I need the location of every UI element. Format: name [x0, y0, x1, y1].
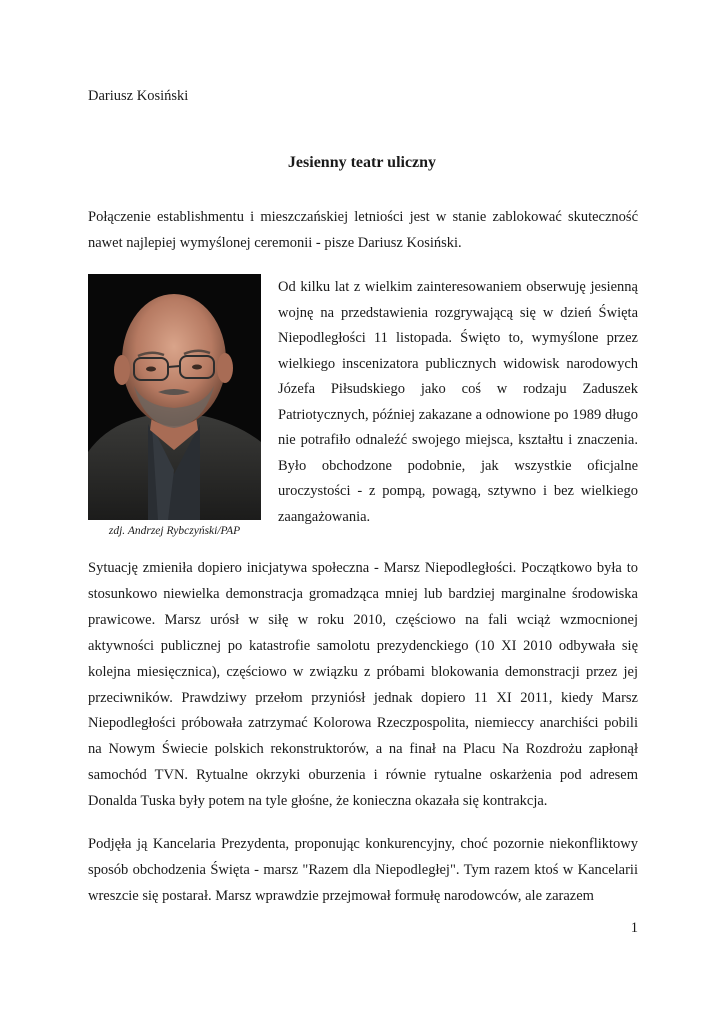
photo-caption: zdj. Andrzej Rybczyński/PAP — [108, 525, 241, 537]
intro-paragraph: Od kilku lat z wielkim zainteresowaniem obserwuję jesienną wojnę na przedstawienia rozgrywającą się w dzień Święta Niepodległości 11 listopada. Święto to, wymyślone przez wielkiego inscenizatora publicznych widowisk narodowych Józefa Piłsudskiego jako coś w rodzaju Zaduszek Patriotycznych, później zakazane a odnowione po 1989 długo nie potrafiło odnaleźć swojego miejsca, kształtu i znaczenia. Było obchodzone podobnie, jak wszystkie oficjalne uroczystości - z pompą, powagą, sztywno i bez wielkiego zaangażowania. — [278, 279, 638, 525]
body-paragraph-2: Sytuację zmieniła dopiero inicjatywa społeczna - Marsz Niepodległości. Początkowo była to stosunkowo niewielka demonstracja gromadząca mniej lub bardziej marginalne środowiska prawicowe. Marsz urósł w siłę w roku 2010, częściowo na fali wciąż wzmocnionej aktywności publicznej po katastrofie samolotu prezydenckiego (10 XI 2010 odbywała się kolejna miesięcznica), częściowo w związku z próbami blokowania demonstracji przez jej przeciwników. Prawdziwy przełom przyniósł jednak dopiero 11 XI 2011, kiedy Marsz Niepodległości próbowała zatrzymać Kolorowa Rzeczpospolita, niemieccy anarchiści pobili na Nowym Świecie polskich rekonstruktorów, a na finał na Placu Na Rozdrożu zapłonął samochód TVN. Rytualne okrzyki oburzenia i równie rytualne oskarżenia pod adresem Donalda Tuska były potem na tyle głośne, że konieczna okazała się kontrakcja. — [88, 560, 638, 810]
lead-paragraph: Połączenie establishmentu i mieszczańskiej letniości jest w stanie zablokować skuteczność nawet najlepiej wymyślonej ceremonii - pisze Dariusz Kosiński. — [88, 209, 638, 251]
page-number: 1 — [630, 920, 638, 936]
author-name: Dariusz Kosiński — [88, 88, 189, 104]
article-title: Jesienny teatr uliczny — [287, 154, 437, 171]
body-paragraph-3: Podjęła ją Kancelaria Prezydenta, proponując konkurencyjny, choć pozornie niekonfliktowy sposób obchodzenia Święta - marsz "Razem dla Niepodległej". Tym razem ktoś w Kancelarii wreszcie się postarał. Marsz wprawdzie przejmował formułę narodowców, ale zarazem — [88, 836, 638, 904]
author-portrait-photo — [88, 274, 261, 520]
author-photo-block — [88, 274, 261, 539]
